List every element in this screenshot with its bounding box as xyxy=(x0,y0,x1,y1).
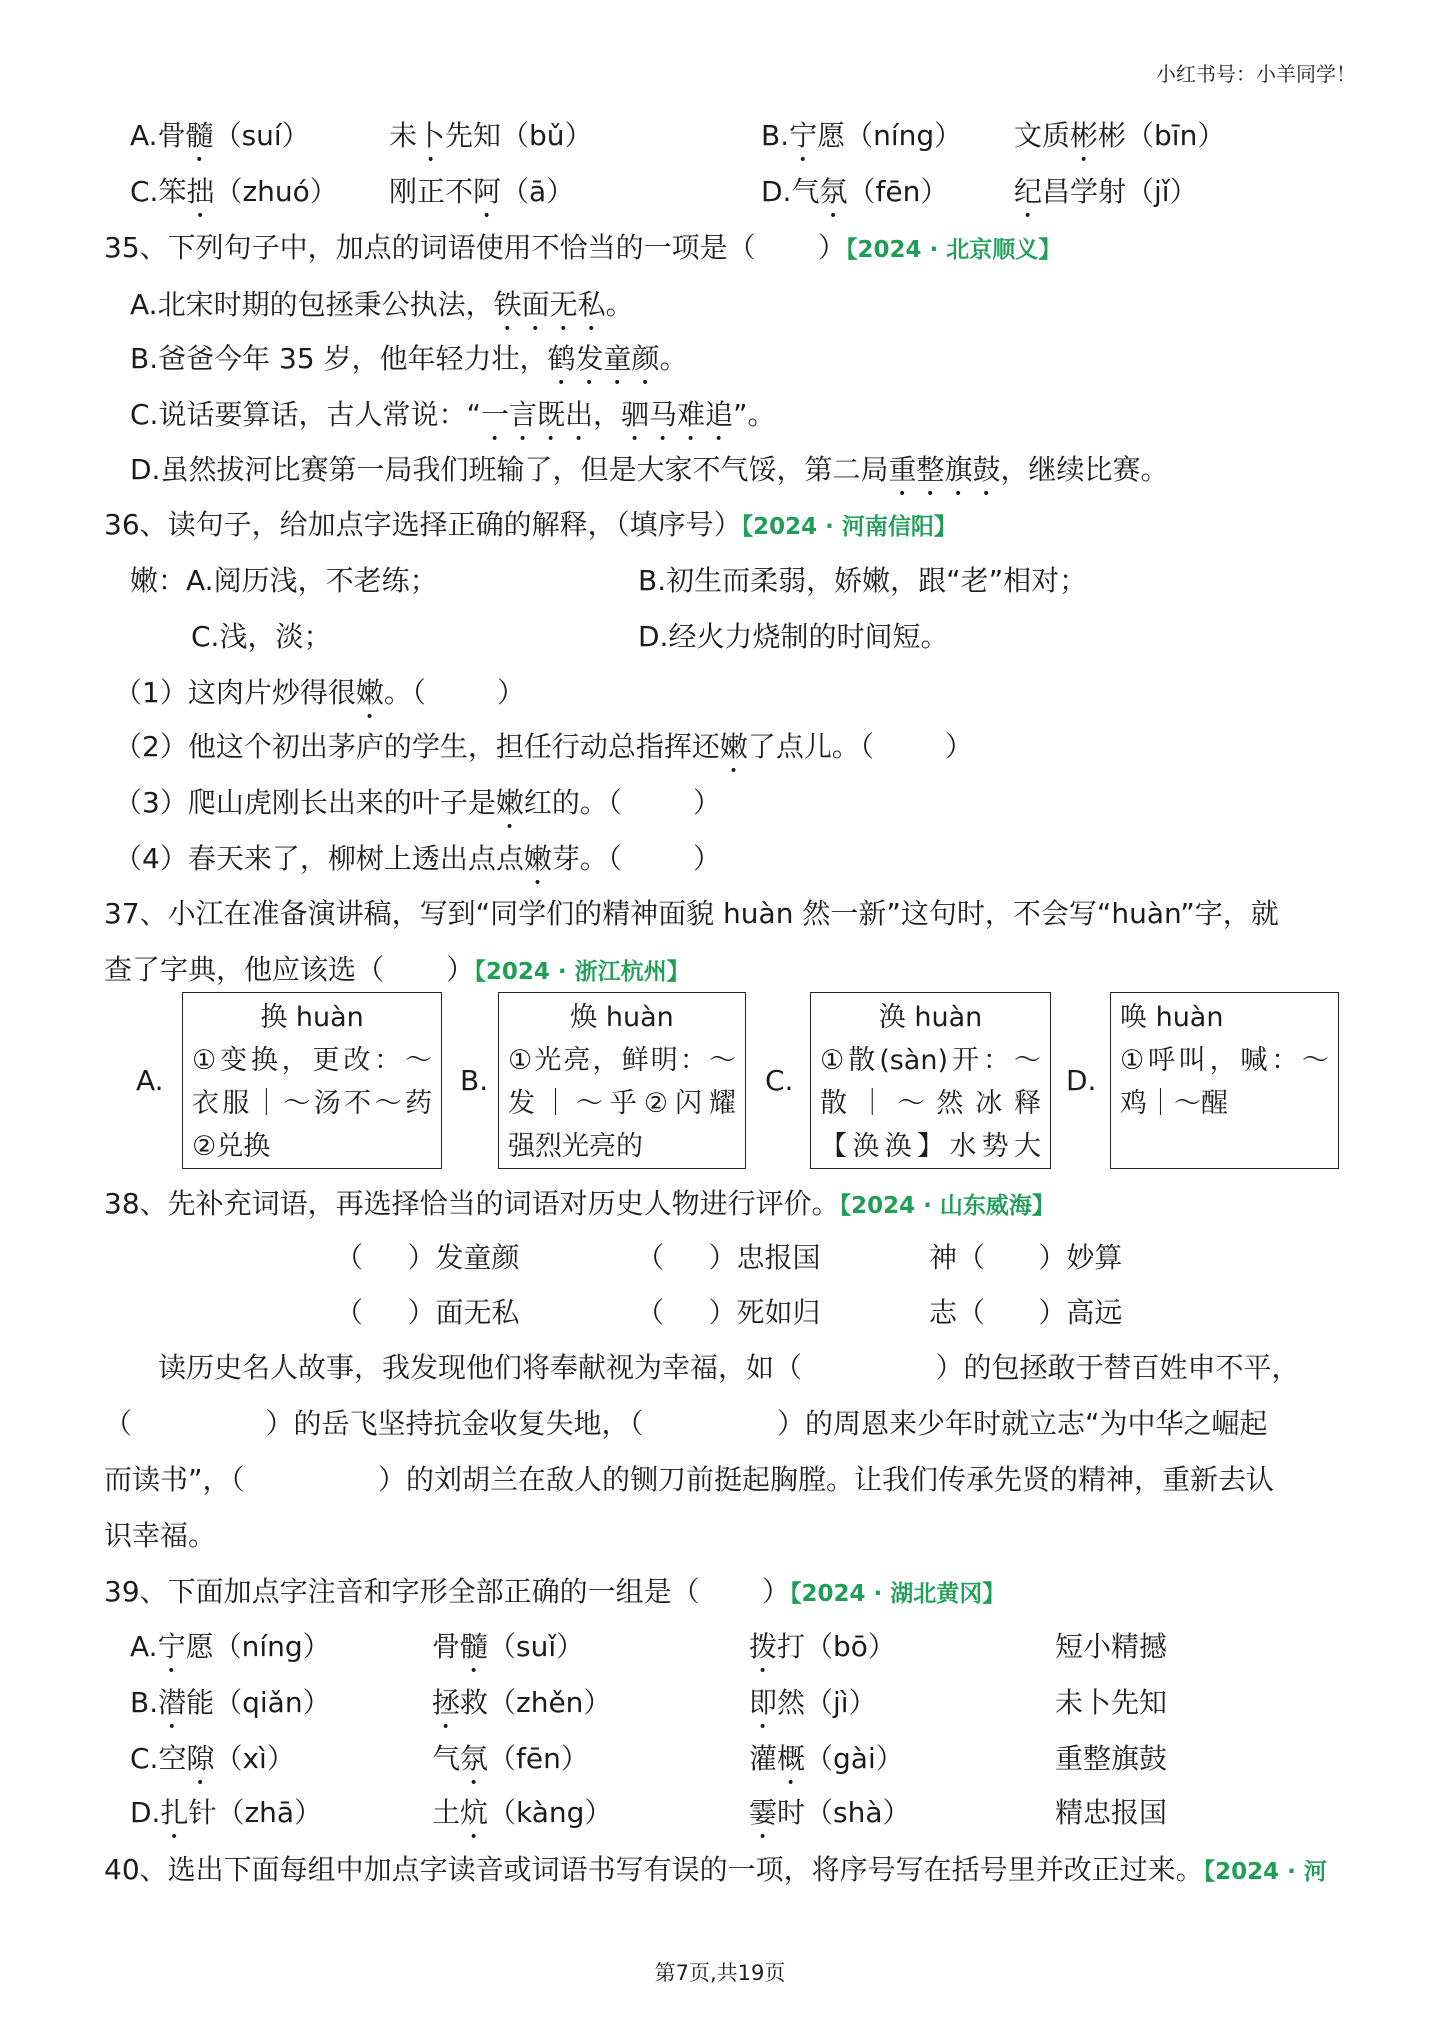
word-text: 气 xyxy=(432,1742,461,1775)
prev-option-c-2 xyxy=(389,172,574,212)
option-text: B. xyxy=(761,119,790,152)
q39-a-word-4: 短小精撼 xyxy=(1055,1630,1168,1663)
emphasized-char: 阿 xyxy=(473,175,502,208)
pinyin-text: （zhuó） xyxy=(214,175,338,208)
prev-option-a-1 xyxy=(130,116,310,156)
emphasized-char: 潜 xyxy=(158,1686,187,1719)
word-text: 土 xyxy=(432,1796,461,1829)
q38-stem-line xyxy=(104,1184,1336,1224)
q39-stem: 39、下面加点字注音和字形全部正确的一组是（ ） xyxy=(104,1575,790,1608)
entry-headword: 涣 huàn xyxy=(878,1002,983,1033)
emphasized-char: 霎 xyxy=(749,1796,778,1829)
emphasized-char: 即 xyxy=(749,1686,778,1719)
passage-line-4: 识幸福。 xyxy=(104,1519,217,1552)
word-text: 打（bō） xyxy=(777,1630,896,1663)
entry-line: ①散(sàn)开：～ xyxy=(820,1045,1041,1076)
source-tag: 【2024 · 北京顺义】 xyxy=(845,237,1062,263)
q37-stem: 查了字典，他应该选（ ） xyxy=(104,953,475,986)
word-text: （suǐ） xyxy=(488,1630,585,1663)
emphasized-char: 髓 xyxy=(185,119,214,152)
emphasized-char: 扎 xyxy=(160,1796,189,1829)
q39-a-word-1 xyxy=(130,1627,331,1667)
emphasized-char: 概 xyxy=(777,1742,806,1775)
entry-line: 发｜～乎②闪耀 xyxy=(508,1088,736,1119)
q39-d-word-1 xyxy=(130,1793,322,1833)
emphasized-char: 髓 xyxy=(460,1630,489,1663)
choice-c-label: C. xyxy=(765,1064,794,1097)
entry-line: ①呼叫，喊：～ xyxy=(1120,1045,1329,1076)
definition-b: B.初生而柔弱，娇嫩，跟“老”相对； xyxy=(638,564,1088,597)
word-text: 骨 xyxy=(432,1630,461,1663)
option-text: 。 xyxy=(659,342,688,375)
q39-a-word-2 xyxy=(432,1627,584,1667)
entry-line: 【涣涣】水势大 xyxy=(820,1131,1041,1162)
word-text: （gài） xyxy=(805,1742,904,1775)
dictionary-entry-b xyxy=(498,992,746,1169)
idiom-fill-2: （ ）忠报国 xyxy=(636,1241,821,1274)
pinyin-text: 愿（níng） xyxy=(817,119,963,152)
pinyin-text: 彬（bīn） xyxy=(1098,119,1226,152)
q39-c-word-1 xyxy=(130,1739,295,1779)
entry-line: 衣服｜～汤不～药 xyxy=(192,1088,432,1119)
entry-line: ②兑换 xyxy=(192,1131,271,1162)
option-text: ，继续比赛。 xyxy=(1000,453,1169,486)
answer-blank: 红的。（ ） xyxy=(523,786,722,819)
option-text: 。 xyxy=(605,288,634,321)
option-text: C.说话要算话，古人常说：“ xyxy=(130,398,481,431)
emphasized-char: 氛 xyxy=(819,175,848,208)
pinyin-text: （fēn） xyxy=(847,175,949,208)
emphasized-char: 拨 xyxy=(749,1630,778,1663)
q36-sentence-3 xyxy=(114,783,721,823)
answer-blank: 。（ ） xyxy=(383,676,526,709)
prev-option-a-2 xyxy=(389,116,593,156)
q36-sentence-1 xyxy=(114,673,525,713)
emphasized-char: 嫩 xyxy=(355,676,384,709)
word-text: D. xyxy=(130,1796,161,1829)
option-text: 刚正不 xyxy=(389,175,474,208)
entry-headword: 唤 huàn xyxy=(1120,1002,1224,1033)
emphasized-char: 拯 xyxy=(432,1686,461,1719)
q39-c-word-2 xyxy=(432,1739,589,1779)
word-text: B. xyxy=(130,1686,159,1719)
emphasized-char: 拙 xyxy=(186,175,215,208)
page-number: 第7页,共19页 xyxy=(654,1961,786,1985)
entry-line: 散｜～然冰释 xyxy=(820,1088,1041,1119)
word-text: （fēn） xyxy=(488,1742,589,1775)
q40-stem: 40、选出下面每组中加点字读音或词语书写有误的一项，将序号写在括号里并改正过来。 xyxy=(104,1853,1204,1886)
emphasized-char: 卜 xyxy=(417,119,446,152)
emphasized-phrase: 重整旗鼓 xyxy=(888,453,1001,486)
sentence-text: （1）这肉片炒得很 xyxy=(114,676,356,709)
definition-a: 嫩：A.阅历浅，不老练； xyxy=(130,564,438,597)
emphasized-char: 炕 xyxy=(460,1796,489,1829)
q39-c-word-4: 重整旗鼓 xyxy=(1055,1742,1168,1775)
word-text: 能（qiǎn） xyxy=(186,1686,331,1719)
emphasized-char: 宁 xyxy=(157,1630,186,1663)
emphasized-char: 纪 xyxy=(1014,175,1043,208)
emphasized-phrase: 铁面无私 xyxy=(493,288,606,321)
idiom-fill-3: 神（ ）妙算 xyxy=(929,1241,1123,1274)
choice-b-label: B. xyxy=(460,1064,489,1097)
definition-d: D.经火力烧制的时间短。 xyxy=(638,620,949,653)
option-text: 文质 xyxy=(1014,119,1071,152)
emphasized-phrase: 鹤发童颜 xyxy=(547,342,660,375)
entry-line: ①光亮，鲜明：～ xyxy=(508,1045,736,1076)
account-watermark: 小红书号：小羊同学！ xyxy=(1156,62,1356,86)
word-text: 时（shà） xyxy=(777,1796,911,1829)
sentence-text: （3）爬山虎刚长出来的叶子是 xyxy=(114,786,496,819)
word-text: 愿（níng） xyxy=(185,1630,331,1663)
emphasized-char: 嫩 xyxy=(495,786,524,819)
idiom-fill-4: （ ）面无私 xyxy=(335,1296,520,1329)
prev-option-b-1 xyxy=(761,116,962,156)
option-text: ”。 xyxy=(733,398,776,431)
entry-headword: 焕 huàn xyxy=(570,1002,674,1033)
idiom-fill-1: （ ）发童颜 xyxy=(335,1241,520,1274)
q39-d-word-4: 精忠报国 xyxy=(1055,1796,1168,1829)
q37-stem-line-1: 37、小江在准备演讲稿，写到“同学们的精神面貌 huàn 然一新”这句时，不会写“huàn”字，就 xyxy=(104,897,1279,930)
pinyin-text: （ā） xyxy=(501,175,575,208)
source-tag: 【2024 · 河南信阳】 xyxy=(741,514,957,540)
sentence-text: （2）他这个初出茅庐的学生，担任行动总指挥还 xyxy=(114,730,720,763)
option-text: C.笨 xyxy=(130,175,187,208)
word-text: C.空 xyxy=(130,1742,187,1775)
q35-stem-line xyxy=(104,228,1336,268)
q39-b-word-2 xyxy=(432,1683,611,1723)
q36-sentence-2 xyxy=(114,727,973,767)
passage-line-1: 读历史名人故事，我发现他们将奉献视为幸福，如（ ）的包拯敢于替百姓申不平， xyxy=(158,1351,1300,1384)
idiom-fill-5: （ ）死如归 xyxy=(636,1296,821,1329)
option-text: B.爸爸今年 35 岁，他年轻力壮， xyxy=(130,342,548,375)
option-text: D.气 xyxy=(761,175,820,208)
choice-d-label: D. xyxy=(1066,1064,1097,1097)
q39-d-word-3 xyxy=(749,1793,911,1833)
q39-b-word-3 xyxy=(749,1683,877,1723)
option-text: 昌学射（jǐ） xyxy=(1042,175,1198,208)
option-text: ， xyxy=(592,398,621,431)
emphasized-char: 隙 xyxy=(186,1742,215,1775)
dictionary-entry-c xyxy=(810,992,1051,1169)
q38-stem: 38、先补充词语，再选择恰当的词语对历史人物进行评价。 xyxy=(104,1187,840,1220)
entry-line: ①变换，更改：～ xyxy=(192,1045,432,1076)
emphasized-phrase: 一言既出 xyxy=(480,398,593,431)
dictionary-entry-d xyxy=(1110,992,1339,1169)
q40-stem-line xyxy=(104,1850,1336,1890)
prev-option-d-1 xyxy=(761,172,948,212)
option-text: A.骨 xyxy=(130,119,186,152)
pinyin-text: （suí） xyxy=(213,119,310,152)
answer-blank: 芽。（ ） xyxy=(551,842,722,875)
option-text: A.北宋时期的包拯秉公执法， xyxy=(130,288,494,321)
word-text: 救（zhěn） xyxy=(460,1686,612,1719)
q35-stem: 35、下列句子中，加点的词语使用不恰当的一项是（ ） xyxy=(104,231,846,264)
emphasized-char: 嫩 xyxy=(523,842,552,875)
emphasized-char: 氛 xyxy=(460,1742,489,1775)
entry-line: 强烈光亮的 xyxy=(508,1131,643,1162)
prev-option-d-2 xyxy=(1014,172,1198,212)
emphasized-char: 嫩 xyxy=(719,730,748,763)
q35-option-a xyxy=(130,285,634,325)
dictionary-entry-a xyxy=(182,992,442,1169)
q39-a-word-3 xyxy=(749,1627,896,1667)
prev-option-c-1 xyxy=(130,172,338,212)
idiom-fill-6: 志（ ）高远 xyxy=(929,1296,1123,1329)
entry-line: 鸡｜～醒 xyxy=(1120,1088,1228,1119)
q36-stem: 36、读句子，给加点字选择正确的解释，（填序号） xyxy=(104,508,742,541)
q36-stem-line xyxy=(104,505,1336,545)
q35-option-b xyxy=(130,339,688,379)
word-text: 灌 xyxy=(749,1742,778,1775)
source-tag: 【2024 · 河 xyxy=(1203,1859,1327,1885)
q39-stem-line xyxy=(104,1572,1336,1612)
word-text: （kàng） xyxy=(488,1796,613,1829)
definition-c: C.浅，淡； xyxy=(191,620,332,653)
choice-a-label: A. xyxy=(136,1064,164,1097)
q39-b-word-1 xyxy=(130,1683,331,1723)
option-text: D.虽然拔河比赛第一局我们班输了，但是大家不气馁，第二局 xyxy=(130,453,889,486)
word-text: 然（jì） xyxy=(777,1686,877,1719)
source-tag: 【2024 · 湖北黄冈】 xyxy=(789,1581,1006,1607)
passage-line-2: （ ）的岳飞坚持抗金收复失地，（ ）的周恩来少年时就立志“为中华之崛起 xyxy=(104,1407,1268,1440)
word-text: 针（zhā） xyxy=(188,1796,323,1829)
answer-blank: 了点儿。（ ） xyxy=(747,730,974,763)
option-text: 未 xyxy=(389,119,418,152)
pinyin-text: 先知（bǔ） xyxy=(445,119,593,152)
q35-option-d xyxy=(130,450,1169,490)
source-tag: 【2024 · 山东威海】 xyxy=(839,1193,1055,1219)
sentence-text: （4）春天来了，柳树上透出点点 xyxy=(114,842,524,875)
q35-option-c xyxy=(130,395,776,435)
emphasized-phrase: 驷马难追 xyxy=(621,398,734,431)
emphasized-char: 彬 xyxy=(1070,119,1099,152)
prev-option-b-2 xyxy=(1014,116,1225,156)
q39-c-word-3 xyxy=(749,1739,904,1779)
q39-d-word-2 xyxy=(432,1793,612,1833)
source-tag: 【2024 · 浙江杭州】 xyxy=(474,959,690,985)
word-text: A. xyxy=(130,1630,158,1663)
passage-line-3: 而读书”，（ ）的刘胡兰在敌人的铡刀前挺起胸膛。让我们传承先贤的精神，重新去认 xyxy=(104,1463,1275,1496)
q39-b-word-4: 未卜先知 xyxy=(1055,1686,1168,1719)
emphasized-char: 宁 xyxy=(789,119,818,152)
word-text: （xì） xyxy=(214,1742,295,1775)
q36-sentence-4 xyxy=(114,839,721,879)
q37-stem-line-2 xyxy=(104,950,1336,990)
entry-headword: 换 huàn xyxy=(260,1002,364,1033)
